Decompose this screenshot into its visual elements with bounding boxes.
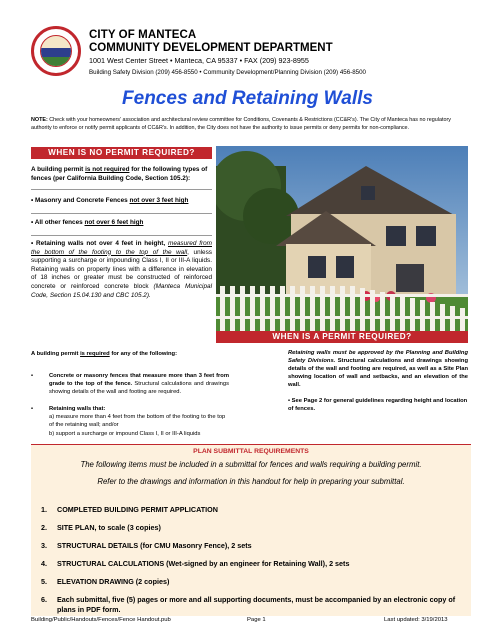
footer-last-updated: Last updated: 3/19/2013 bbox=[384, 617, 448, 623]
header-phones: Building Safety Division (209) 456-8550 • Community Development/Planning Division (209) 456-8500 bbox=[89, 69, 366, 76]
note-paragraph bbox=[31, 116, 471, 133]
plan-item-number: 5. bbox=[41, 577, 47, 586]
no-permit-intro-b: is not required bbox=[85, 166, 130, 173]
header-address: 1001 West Center Street • Manteca, CA 95337 • FAX (209) 923-8955 bbox=[89, 56, 309, 65]
item-masonry-a: • Masonry and Concrete Fences bbox=[31, 197, 130, 204]
footer-file-path: Building/Public/Handouts/Fences/Fence Handout.pub bbox=[31, 617, 171, 623]
house-photo-graphic bbox=[216, 146, 468, 338]
seal-hills bbox=[41, 57, 71, 66]
permit-item-retaining: Retaining walls that: bbox=[49, 406, 106, 412]
plan-item-number: 4. bbox=[41, 559, 47, 568]
no-permit-intro bbox=[31, 166, 212, 183]
seal-band bbox=[41, 48, 71, 57]
plan-item: ELEVATION DRAWING (2 copies) bbox=[57, 577, 170, 586]
permit-item-concrete-bold: Concrete or masonry fences that measure more than 3 feet from grade to the top of the fence. bbox=[49, 373, 229, 387]
divider bbox=[31, 213, 212, 214]
permit-right-a: Retaining walls must be approved by the Planning and Building Safety Divisions. bbox=[288, 350, 468, 364]
no-permit-item-other bbox=[31, 219, 212, 228]
permit-item-retaining-a: a) measure more than 4 feet from the bottom of the footing to the top of the retaining wall; and/or bbox=[49, 414, 226, 428]
divider bbox=[31, 189, 212, 190]
plan-item-number: 2. bbox=[41, 523, 47, 532]
plan-item: STRUCTURAL CALCULATIONS (Wet-signed by an engineer for Retaining Wall), 2 sets bbox=[57, 559, 350, 568]
plan-item: SITE PLAN, to scale (3 copies) bbox=[57, 523, 161, 532]
no-permit-heading: WHEN IS NO PERMIT REQUIRED? bbox=[31, 147, 212, 159]
footer-page-number: Page 1 bbox=[247, 617, 266, 623]
plan-subtitle-2: Refer to the drawings and information in this handout for help in preparing your submittal. bbox=[97, 477, 405, 486]
seal-emblem bbox=[40, 35, 72, 67]
divider bbox=[31, 235, 212, 236]
permit-item-retaining-b: b) support a surcharge or impound Class I, II or III-A liquids bbox=[49, 431, 201, 437]
no-permit-intro-c: for the following types of fences (per California Building Code, Section 105.2): bbox=[31, 166, 208, 182]
header-city: CITY OF MANTECA bbox=[89, 29, 197, 41]
bullet: • bbox=[31, 373, 34, 379]
no-permit-item-retaining bbox=[31, 240, 212, 300]
no-permit-item-masonry bbox=[31, 197, 212, 206]
plan-subtitle-1: The following items must be included in a submittal for fences and walls requiring a building permit. bbox=[80, 460, 422, 469]
city-seal-logo bbox=[31, 26, 81, 76]
permit-right-bullet: • See Page 2 for general guidelines regarding height and location of fences. bbox=[288, 398, 468, 412]
item-other-a: • All other fences bbox=[31, 219, 85, 226]
note-text: Check with your homeowners’ association and architectural review committee for Conditions, Covenants & Restrictions (CC&R’s). The City of Manteca has no regulatory authority to enforce or notify permit applicants of CC&R’s. In addition, the City does not have the authority to issue permits or deny permits for non-compliance. bbox=[31, 117, 451, 132]
plan-item-number: 6. bbox=[41, 595, 47, 604]
item-masonry-b: not over 3 feet high bbox=[129, 197, 189, 204]
plan-item: COMPLETED BUILDING PERMIT APPLICATION bbox=[57, 505, 218, 514]
plan-item-number: 3. bbox=[41, 541, 47, 550]
bullet: • bbox=[31, 406, 34, 412]
page-title: Fences and Retaining Walls bbox=[122, 88, 373, 109]
item-retaining-a: • Retaining walls not over 4 feet in height, bbox=[31, 240, 168, 247]
header-department: COMMUNITY DEVELOPMENT DEPARTMENT bbox=[89, 42, 333, 54]
plan-item-number: 1. bbox=[41, 505, 47, 514]
permit-intro bbox=[31, 350, 231, 358]
permit-item-concrete bbox=[49, 372, 229, 396]
permit-item-concrete-rest: Structural calculations and drawings showing details of the wall and footing are required. bbox=[49, 381, 229, 395]
permit-intro-a: A building permit bbox=[31, 351, 81, 357]
item-retaining-b: measured from the bottom of the footing to the top of the wall bbox=[31, 240, 212, 256]
house-fence-photo bbox=[216, 146, 468, 338]
plan-title: PLAN SUBMITTAL REQUIREMENTS bbox=[193, 448, 309, 455]
item-retaining-d: (Manteca Municipal Code, Section 15.04.130 and CBC 105.2). bbox=[31, 282, 212, 299]
plan-item: Each submittal, five (5) pages or more and all supporting documents, must be accompanied by an electronic copy of plans in PDF form. bbox=[57, 595, 456, 614]
permit-right-b: Structural calculations and drawings showing details of the wall and footing are required, as well as a Site Plan showing location of wall and setbacks, and an elevation of the wall. bbox=[288, 358, 468, 388]
no-permit-intro-a: A building permit bbox=[31, 166, 86, 173]
permit-intro-b: is required bbox=[80, 351, 110, 357]
plan-submittal-box bbox=[31, 444, 471, 616]
item-retaining-c: , unless supporting a surcharge or impounding Class I, II or III-A liquids. Retaining walls on property lines with a difference in elevation of 18 inches or greater must be constructed of reinforced concrete or reinforced concrete block bbox=[31, 248, 212, 290]
plan-item: STRUCTURAL DETAILS (for CMU Masonry Fence), 2 sets bbox=[57, 541, 252, 550]
note-label: NOTE: bbox=[31, 117, 48, 123]
permit-right-text bbox=[288, 349, 468, 389]
item-other-b: not over 6 feet high bbox=[84, 219, 144, 226]
permit-required-heading: WHEN IS A PERMIT REQUIRED? bbox=[216, 331, 468, 343]
permit-intro-c: for any of the following: bbox=[109, 351, 178, 357]
